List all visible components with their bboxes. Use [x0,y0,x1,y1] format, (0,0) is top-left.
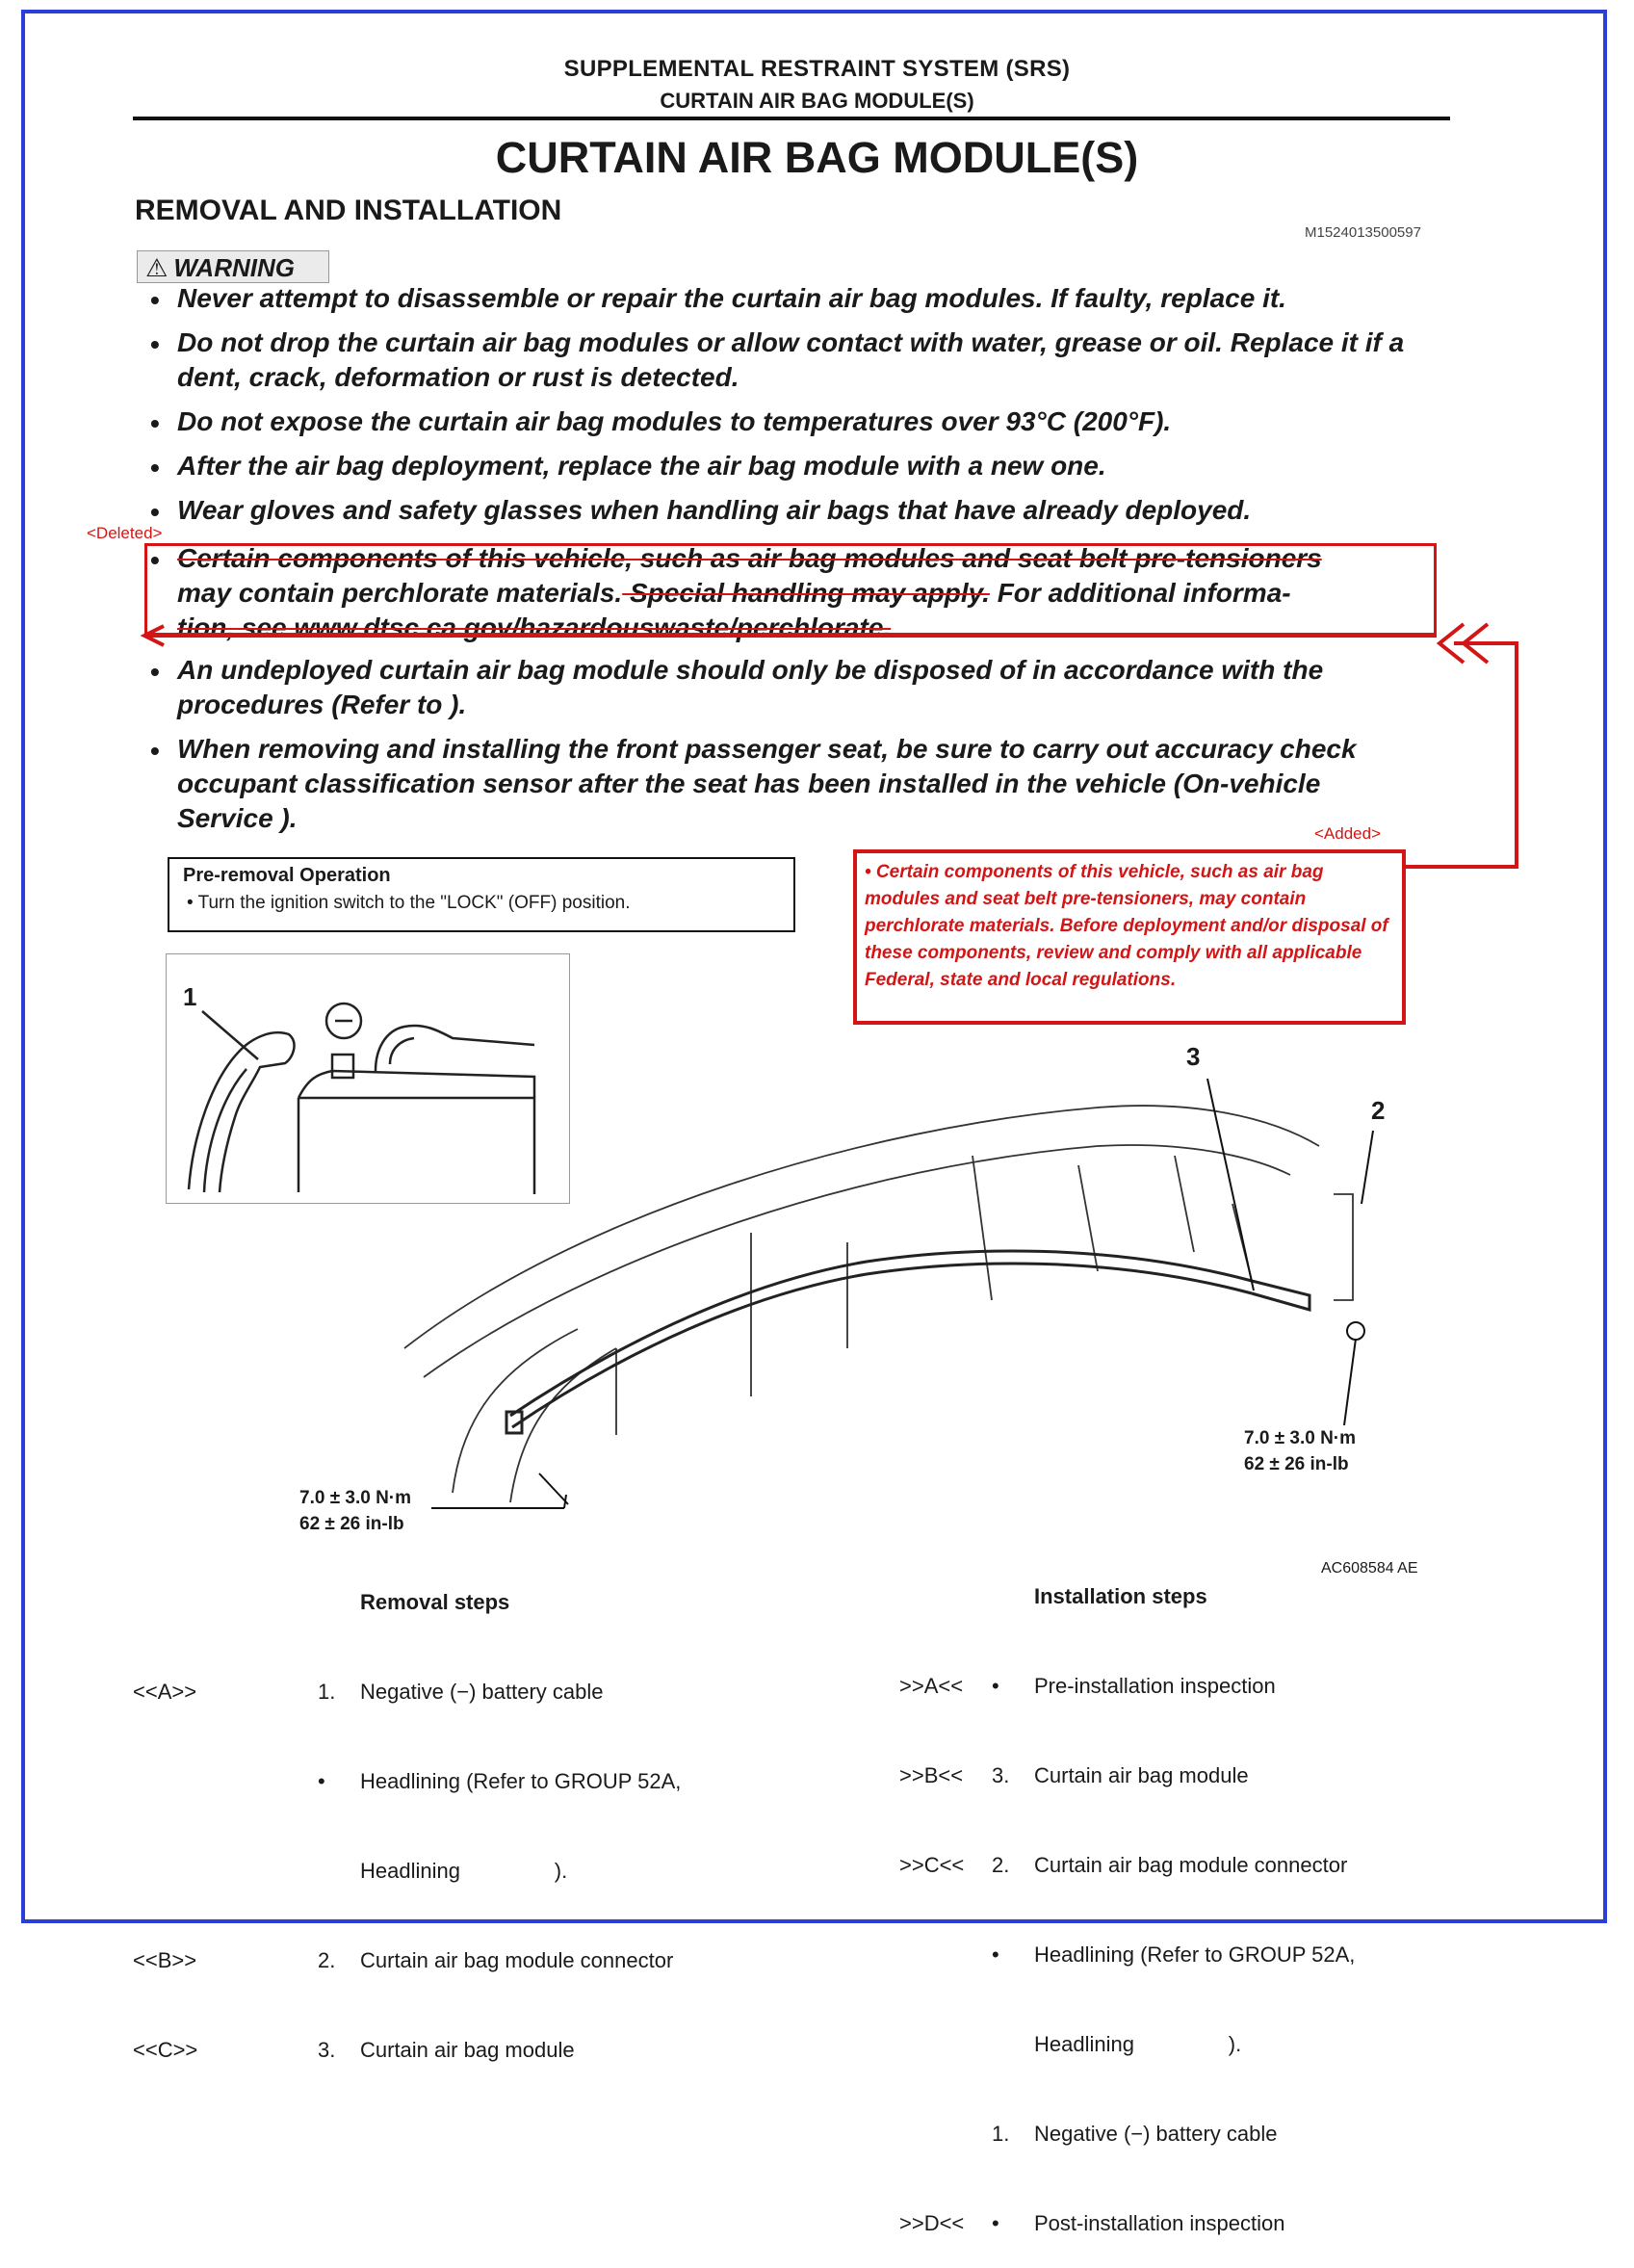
step-text: Headlining ). [360,1859,568,1883]
step-num: 2. [992,1853,1010,1877]
step-ref: >>B<< [899,1763,964,1787]
step-text: Curtain air bag module connector [360,1948,674,1972]
bullet: • [150,497,160,527]
installation-nums [992,1611,1009,2268]
warning-item: Do not drop the curtain air bag modules or allow contact with water, grease or oil. Replace it if a dent, crack, deformation or rust is detected. [177,327,1405,392]
step-ref [133,1856,197,1886]
callout-3: 3 [1186,1042,1201,1071]
step-num: 1. [992,2122,1010,2146]
warning-item: Wear gloves and safety glasses when handling air bags that have already deployed. [177,495,1252,525]
pre-removal-title: Pre-removal Operation [183,865,391,886]
section-header: SUPPLEMENTAL RESTRAINT SYSTEM (SRS) [563,56,1071,82]
step-text: Curtain air bag module connector [1034,1853,1348,1877]
deleted-line-2c: For additional informa- [989,578,1291,608]
torque-right-imperial: 62 ± 26 in-lb [1244,1454,1349,1474]
installation-heading-text: Installation steps [1034,1584,1207,1608]
deleted-line-2a: may contain perchlorate materials. [177,578,623,608]
bullet: • [150,408,160,438]
step-text: Curtain air bag module [1034,1763,1249,1787]
pre-removal-item: • Turn the ignition switch to the "LOCK" (OFF) position. [187,893,631,913]
illustration-id: AC608584 AE [1321,1560,1418,1577]
installation-texts [1034,1611,1355,2268]
step-ref: <<A>> [133,1680,197,1704]
step-num: • [992,1942,999,1967]
warning-item: Never attempt to disassemble or repair the curtain air bag modules. If faulty, replace it. [177,283,1286,313]
torque-right-metric: 7.0 ± 3.0 N·m [1244,1428,1357,1448]
callout-2: 2 [1371,1096,1386,1125]
warning-item: Do not expose the curtain air bag modules to temperatures over 93°C (200°F). [177,406,1172,436]
torque-left-metric: 7.0 ± 3.0 N·m [299,1488,412,1508]
step-ref: >>A<< [899,1674,964,1698]
removal-heading-text: Removal steps [360,1590,510,1614]
step-ref: >>C<< [899,1853,965,1877]
step-num [318,1856,335,1886]
battery-sketch [189,1004,534,1194]
step-text: Pre-installation inspection [1034,1674,1276,1698]
step-ref [899,2119,964,2149]
car-airbag-sketch [404,1106,1353,1502]
warning-item: An undeployed curtain air bag module should only be disposed of in accordance with the procedures (Refer to ). [177,655,1324,719]
added-label: <Added> [1314,824,1382,843]
removal-refs [133,1617,197,2095]
step-num: 1. [318,1680,336,1704]
step-text: Headlining (Refer to GROUP 52A, [360,1769,682,1793]
step-text: Headlining ). [1034,2032,1242,2056]
step-ref [133,1766,197,1796]
step-text: Negative (−) battery cable [1034,2122,1278,2146]
curtain-airbag-module [506,1251,1310,1433]
step-ref: <<C>> [133,2038,198,2062]
installation-steps-heading [1034,1581,1207,1611]
torque-right [1244,1425,1356,1477]
page-title: CURTAIN AIR BAG MODULE(S) [495,133,1139,182]
step-num: • [992,2211,999,2235]
markup-arrow [144,624,1517,867]
step-num: • [318,1769,325,1793]
step-ref: >>D<< [899,2211,965,2235]
step-text: Negative (−) battery cable [360,1680,604,1704]
warning-label-text: WARNING [173,253,295,282]
bullet: • [150,736,160,766]
warning-icon: ⚠ [145,253,169,282]
step-num [992,2029,1009,2059]
installation-refs [899,1611,964,2268]
document-id: M1524013500597 [1305,224,1421,241]
step-ref [899,2029,964,2059]
step-ref [899,1940,964,1969]
deleted-line-3: tion, see www.dtsc.ca.gov/hazardouswaste/perchlorate. [177,613,892,642]
warning-item: After the air bag deployment, replace the air bag module with a new one. [177,451,1106,481]
deleted-line-2b: Special handling may apply. [622,578,990,608]
deleted-line-1: Certain components of this vehicle, such as air bag modules and seat belt pre-tensioners [177,543,1322,573]
step-num: • [992,1674,999,1698]
bullet: • [150,329,160,359]
bullet: • [150,545,160,575]
torque-left [299,1485,411,1537]
step-text: Curtain air bag module [360,2038,575,2062]
torque-left-imperial: 62 ± 26 in-lb [299,1514,404,1534]
bullet: • [150,657,160,687]
step-text: Post-installation inspection [1034,2211,1285,2235]
step-num: 3. [992,1763,1010,1787]
deleted-label: <Deleted> [87,524,163,542]
removal-texts [360,1617,681,2095]
removal-steps-heading [360,1587,509,1617]
step-num: 3. [318,2038,336,2062]
page-subtitle: REMOVAL AND INSTALLATION [135,195,562,226]
bullet: • [150,285,160,315]
added-markup-box: • Certain components of this vehicle, such as air bag modules and seat belt pre-tensioners, may contain perchlorate materials. Before deployment and/or disposal of these components, review and comply with all applicable Federal, state and local regulations. [853,849,1406,1025]
section-subheader: CURTAIN AIR BAG MODULE(S) [660,89,974,113]
removal-nums [318,1617,335,2095]
callout-leaders [431,1079,1373,1508]
warning-item: When removing and installing the front passenger seat, be sure to carry out accuracy check occupant classification sensor after the seat has been installed in the vehicle (On-vehicle Service ). [177,734,1357,833]
callout-1: 1 [183,982,197,1011]
step-ref: <<B>> [133,1948,197,1972]
step-num: 2. [318,1948,336,1972]
bullet: • [150,453,160,482]
step-text: Headlining (Refer to GROUP 52A, [1034,1942,1356,1967]
